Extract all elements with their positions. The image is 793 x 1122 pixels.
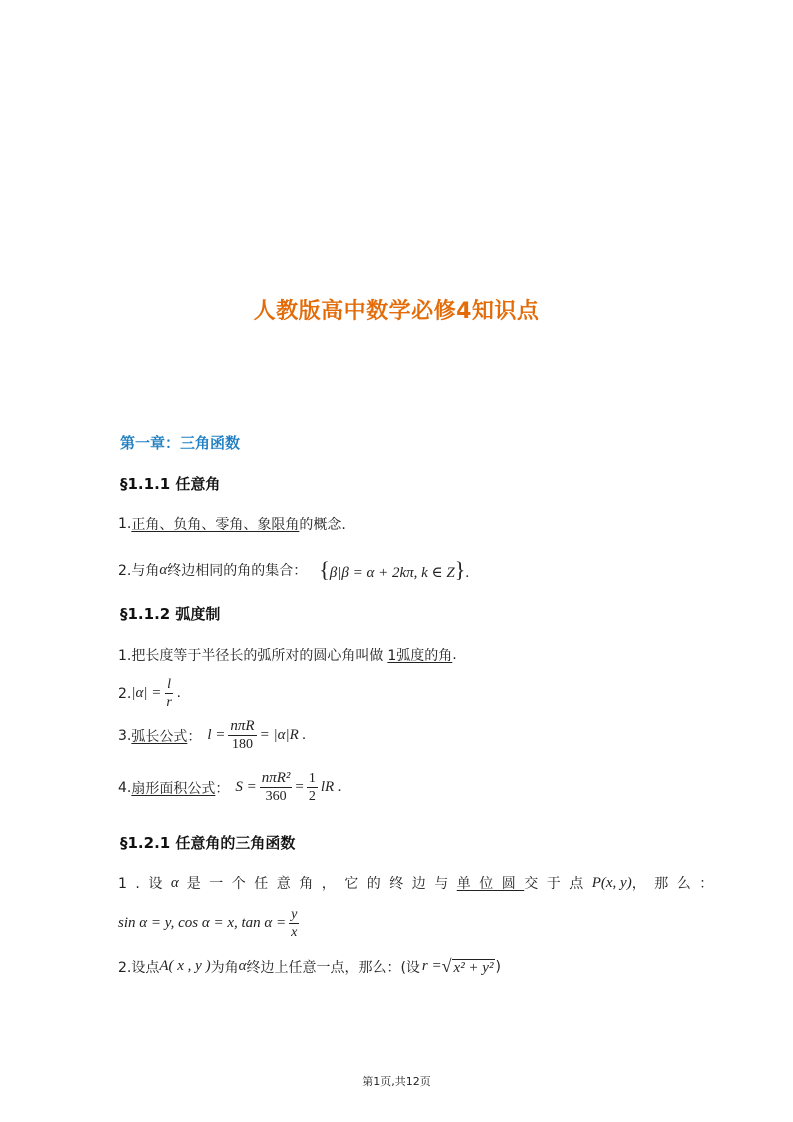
line-end: ) <box>495 958 501 975</box>
underlined-term: 弧长公式 <box>131 728 188 745</box>
line-number: 1. <box>118 516 132 532</box>
r-equals: r = <box>421 958 442 974</box>
denominator: 360 <box>265 789 287 804</box>
point-P: P(x, y) <box>591 874 632 891</box>
s112-line-3 <box>118 718 306 753</box>
s121-line-2 <box>118 906 302 941</box>
denominator: 2 <box>308 789 316 804</box>
denominator: 180 <box>232 737 253 752</box>
numerator: nπR <box>230 718 255 734</box>
line-text: 1.设 <box>118 876 171 892</box>
line-number: 2. <box>118 685 132 702</box>
line-text: 是一个任意角，它的终边与 <box>186 876 457 892</box>
fraction-npiR2-over-360 <box>260 770 293 805</box>
numerator: 1 <box>308 771 316 786</box>
left-brace: { <box>319 557 330 582</box>
set-content: β|β = α + 2kπ, k ∈ Z <box>329 565 455 581</box>
denominator: x <box>291 925 298 940</box>
line-end: . <box>452 647 457 663</box>
line-text: 终边相同的角的集合： <box>167 563 308 579</box>
line-text: 为角 <box>210 959 239 976</box>
angle-set-formula: {β|β = α + 2kπ, k ∈ Z}. <box>319 557 470 582</box>
equals: = <box>295 779 304 795</box>
abs-alpha: |α| = <box>131 685 162 701</box>
line-text: ，那么： <box>631 876 722 892</box>
underlined-term: 单位圆 <box>456 876 525 892</box>
line-number: 4. <box>118 779 132 796</box>
right-brace: } <box>454 557 466 582</box>
line-text: 2.与角 <box>118 563 160 579</box>
fraction-y-over-x <box>289 906 299 941</box>
s112-line-1 <box>118 645 457 665</box>
alpha-symbol: α <box>170 874 179 891</box>
document-title: 人教版高中数学必修4知识点 <box>253 299 540 324</box>
s112-line-2: 2. |α| = $\frac{l}{r}$ . <box>118 677 181 710</box>
formula-rhs: lR . <box>320 779 342 795</box>
fraction-l-over-r <box>164 676 173 711</box>
formula-lhs: S = <box>235 779 257 795</box>
page-footer: 第1页,共12页 <box>362 1075 431 1088</box>
s111-line-2 <box>118 557 469 583</box>
line-number: 3. <box>118 727 132 744</box>
line-text: 2.设点 <box>118 959 160 976</box>
colon: ： <box>215 780 230 797</box>
section-heading-1-1-2: §1.1.2 弧度制 <box>120 605 221 623</box>
s121-line-3 <box>118 956 501 977</box>
s112-line-4 <box>118 770 342 805</box>
underlined-term: 扇形面积公式 <box>131 780 216 797</box>
line-text: 的概念. <box>299 517 346 533</box>
formula-lhs: l = <box>207 727 226 743</box>
line-text: 交于点 <box>524 876 592 892</box>
underlined-term: 1弧度的角 <box>387 648 453 664</box>
chapter-heading: 第一章：三角函数 <box>120 434 241 452</box>
alpha-symbol: α <box>159 561 168 578</box>
fraction-npiR-over-180 <box>228 718 256 753</box>
numerator: nπR² <box>261 770 291 786</box>
s121-line-1 <box>118 873 722 893</box>
numerator: y <box>291 907 298 922</box>
fraction-one-half <box>307 770 318 805</box>
section-heading-1-2-1: §1.2.1 任意角的三角函数 <box>120 834 296 852</box>
square-root <box>442 956 496 977</box>
line-text: 终边上任意一点，那么：(设 <box>246 959 420 976</box>
formula-rhs: = |α|R . <box>259 727 307 743</box>
alpha-symbol: α <box>238 958 247 974</box>
numerator: l <box>167 677 172 692</box>
denominator: r <box>166 695 172 710</box>
colon: ： <box>187 728 202 745</box>
radicand: x² + y² <box>453 960 494 976</box>
line-text: 1.把长度等于半径长的弧所对的圆心角叫做 <box>118 648 384 664</box>
section-heading-1-1-1: §1.1.1 任意角 <box>120 475 221 493</box>
radical-sign: √ <box>441 956 452 976</box>
trig-definitions: sin α = y, cos α = x, tan α = <box>118 915 287 931</box>
underlined-terms: 正角、负角、零角、象限角 <box>131 517 300 533</box>
s111-line-1 <box>118 514 346 534</box>
point-A: A( x , y ) <box>159 958 211 974</box>
